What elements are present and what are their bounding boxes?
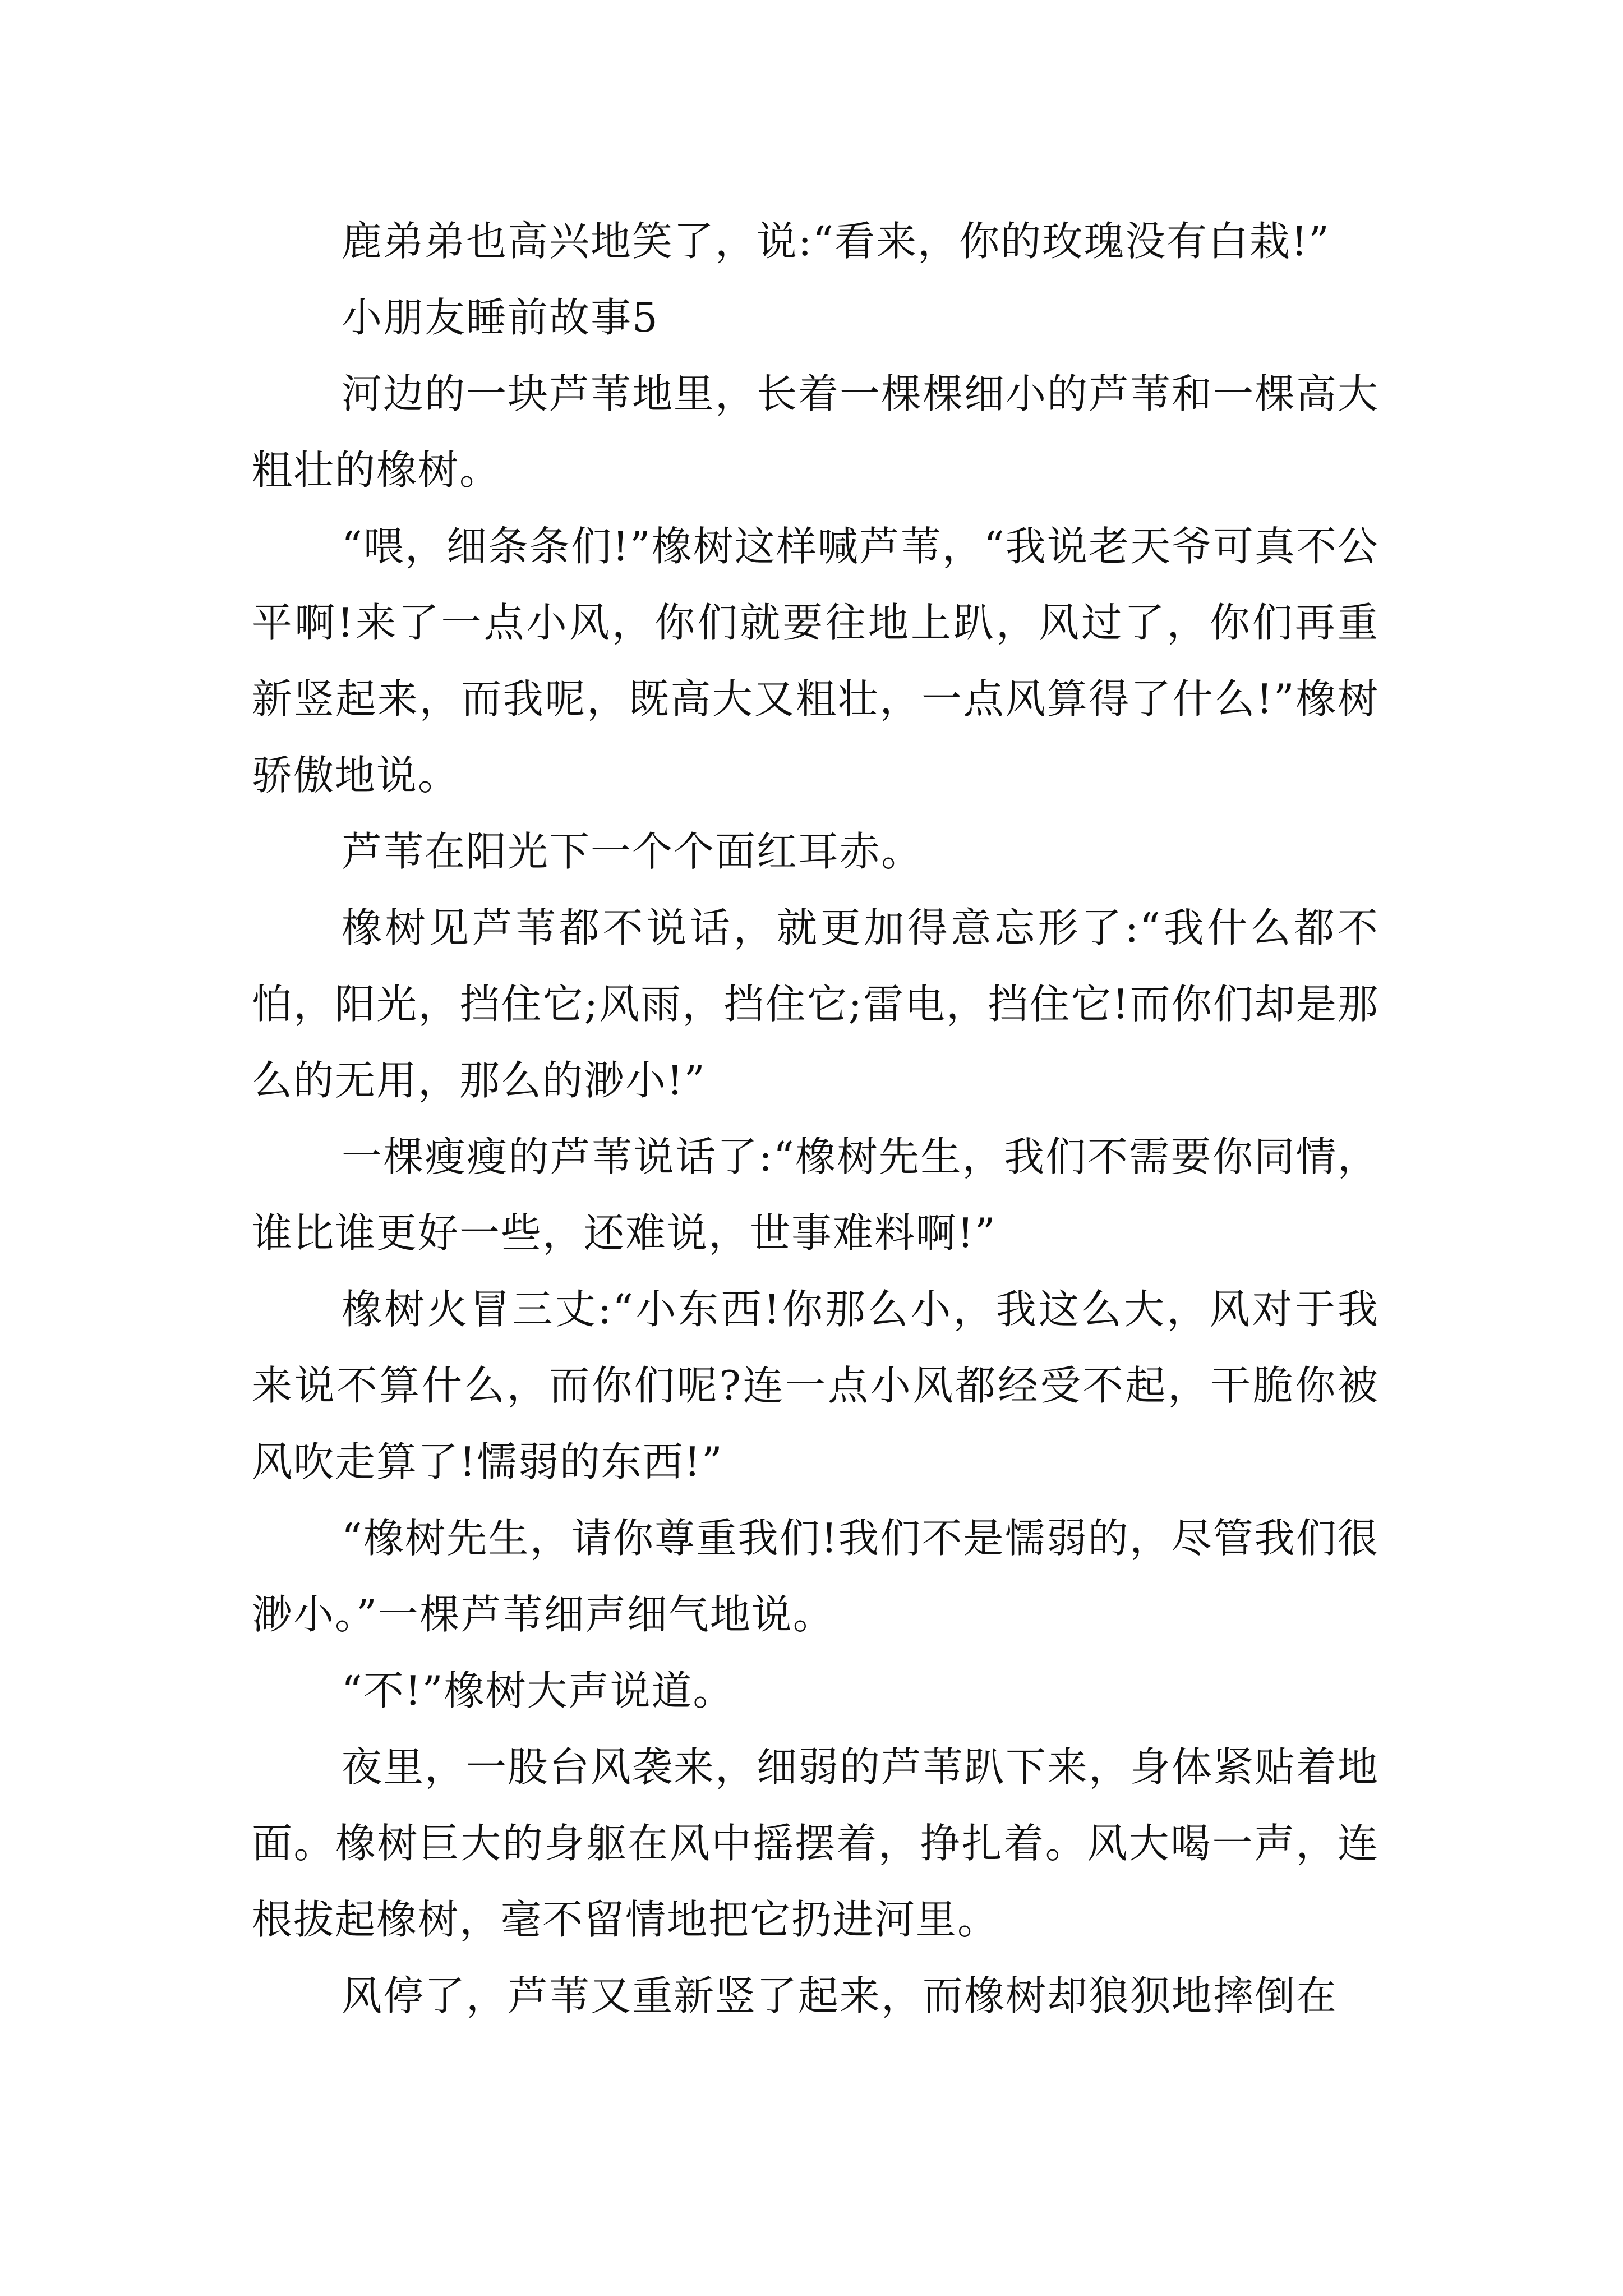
paragraph: 橡树见芦苇都不说话，就更加得意忘形了:“我什么都不怕，阳光，挡住它;风雨，挡住它;雷电，挡住它!而你们却是那么的无用，那么的渺小!” bbox=[252, 904, 1379, 1104]
paragraph: 芦苇在阳光下一个个面红耳赤。 bbox=[342, 828, 923, 875]
paragraph: 鹿弟弟也高兴地笑了，说:“看来，你的玫瑰没有白栽!” bbox=[342, 218, 1330, 265]
paragraph: “橡树先生，请你尊重我们!我们不是懦弱的，尽管我们很渺小。”一棵芦苇细声细气地说。 bbox=[252, 1515, 1379, 1638]
paragraph: 夜里，一股台风袭来，细弱的芦苇趴下来，身体紧贴着地面。橡树巨大的身躯在风中摇摆着，挣扎着。风大喝一声，连根拔起橡树，毫不留情地把它扔进河里。 bbox=[252, 1743, 1380, 1943]
paragraph: 河边的一块芦苇地里，长着一棵棵细小的芦苇和一棵高大粗壮的橡树。 bbox=[252, 370, 1380, 494]
section-heading: 小朋友睡前故事5 bbox=[342, 294, 659, 341]
paragraph: “不!”橡树大声说道。 bbox=[342, 1667, 735, 1714]
paragraph: “喂，细条条们!”橡树这样喊芦苇，“我说老天爷可真不公平啊!来了一点小风，你们就要往地上趴，风过了，你们再重新竖起来，而我呢，既高大又粗壮，一点风算得了什么!”橡树骄傲地说。 bbox=[252, 523, 1379, 799]
document-body bbox=[252, 203, 1379, 2034]
paragraph: 橡树火冒三丈:“小东西!你那么小，我这么大，风对于我来说不算什么，而你们呢?连一点小风都经受不起，干脆你被风吹走算了!懦弱的东西!” bbox=[252, 1286, 1379, 1485]
paragraph: 一棵瘦瘦的芦苇说话了:“橡树先生，我们不需要你同情，谁比谁更好一些，还难说，世事难料啊!” bbox=[252, 1133, 1379, 1257]
paragraph: 风停了，芦苇又重新竖了起来，而橡树却狼狈地摔倒在 bbox=[342, 1972, 1338, 2019]
